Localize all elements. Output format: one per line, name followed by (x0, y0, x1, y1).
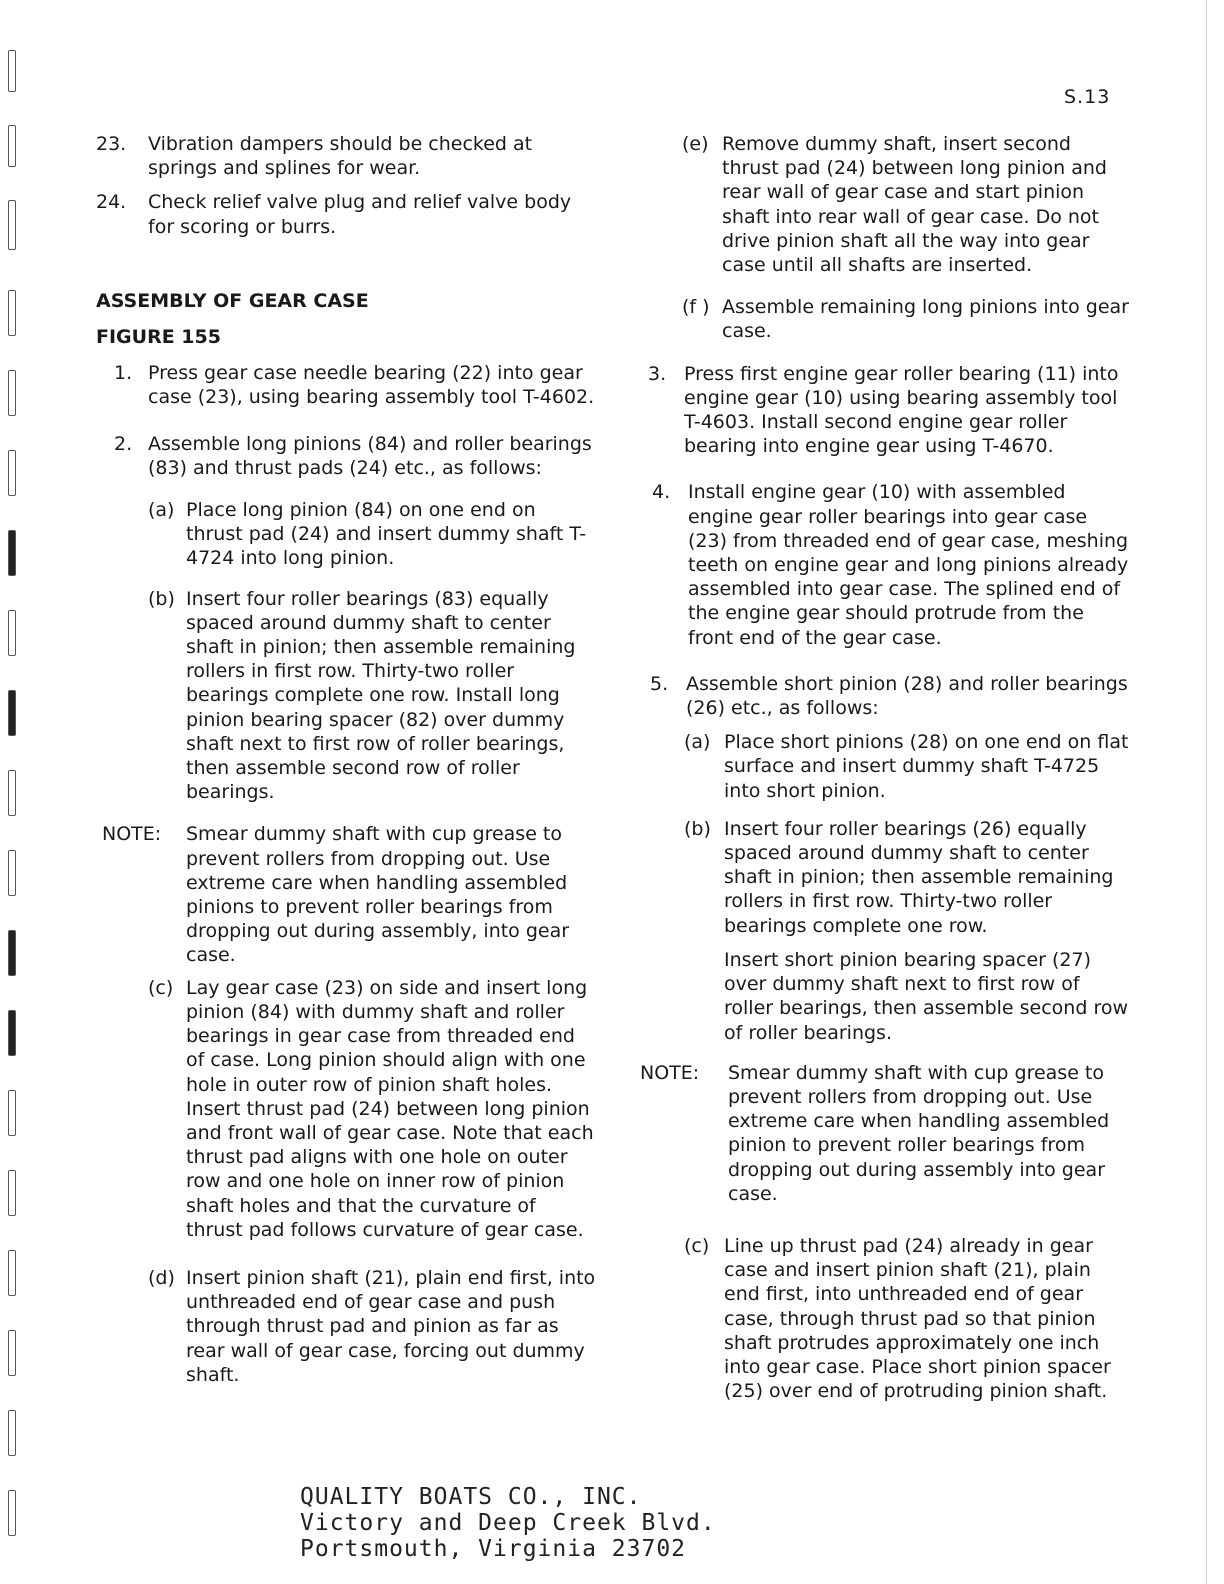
page-number: S.13 (1064, 86, 1111, 108)
list-item (96, 432, 596, 480)
note (96, 822, 596, 967)
binding-mark (8, 370, 16, 416)
sub-item (96, 1266, 596, 1387)
stamp-line: Portsmouth, Virginia 23702 (300, 1536, 687, 1562)
binding-mark (8, 1330, 16, 1376)
item-text: Check relief valve plug and relief valve body for scoring or burrs. (148, 191, 572, 238)
item-text: Press first engine gear roller bearing (11) into engine gear (10) using bearing assembly tool T-4603. Install second engine gear roller bearing into engine gear using T-4670. (684, 362, 1119, 458)
note-text: Smear dummy shaft with cup grease to prevent rollers from dropping out. Use extreme care when handling assembled pinion to prevent roller bearings from dropping out during assembly into gear case. (728, 1061, 1110, 1205)
binding-mark (8, 1170, 16, 1216)
binding-mark (8, 450, 16, 496)
binding-mark (8, 125, 16, 167)
list-item (640, 362, 1130, 459)
note-text: Smear dummy shaft with cup grease to prevent rollers from dropping out. Use extreme care when handling assembled pinions to prevent roller bearings from dropping out during assembly, into gear case. (186, 823, 570, 967)
section-heading: ASSEMBLY OF GEAR CASE (96, 289, 369, 312)
binding-mark (8, 1490, 16, 1536)
sub-item (640, 132, 1130, 277)
sub-item (96, 976, 596, 1242)
item-number: 5. (650, 672, 669, 695)
sub-item (640, 730, 1130, 803)
figure-reference: FIGURE 155 (96, 326, 221, 349)
binding-mark (8, 1090, 16, 1136)
item-number: 23. (96, 133, 127, 155)
item-number: 3. (648, 362, 667, 385)
item-text: Insert four roller bearings (26) equally spaced around dummy shaft to center shaft in pinion; then assemble remaining rollers in first row. Thirty-two roller bearings complete one row. (724, 817, 1114, 937)
binding-mark (8, 690, 16, 736)
stamp-line: QUALITY BOATS CO., INC. (300, 1484, 642, 1510)
dealer-stamp (300, 1484, 716, 1562)
note-label: NOTE: (640, 1061, 700, 1084)
item-text: Place short pinions (28) on one end on flat surface and insert dummy shaft T-4725 into short pinion. (724, 731, 1129, 802)
item-number: 1. (114, 362, 133, 385)
item-text: Install engine gear (10) with assembled engine gear roller bearings into gear case (23) from threaded end of gear case, meshing teeth on engine gear and long pinions already assembled into gear case. The splined end of the engine gear should protrude from the front end of the gear case. (688, 481, 1129, 649)
list-item (640, 672, 1130, 720)
item-number: (b) (684, 817, 711, 840)
binding-mark (8, 770, 16, 816)
stamp-line: Victory and Deep Creek Blvd. (300, 1510, 716, 1536)
item-text: Insert four roller bearings (83) equally spaced around dummy shaft to center shaft in pinion; then assemble remaining rollers in first row. Thirty-two roller bearings complete one row. Install long pinion bearing spacer (82) over dummy shaft next to first row of roller bearings, then assemble second row of roller bearings. (186, 587, 576, 804)
binding-mark (8, 50, 16, 92)
item-text: Assemble long pinions (84) and roller bearings (83) and thrust pads (24) etc., as follows: (148, 432, 592, 479)
item-number: (a) (684, 731, 711, 754)
list-item (640, 480, 1130, 649)
list-item (96, 132, 596, 180)
item-number: (c) (684, 1234, 710, 1257)
item-text: Remove dummy shaft, insert second thrust pad (24) between long pinion and rear wall of gear case and start pinion shaft into rear wall of gear case. Do not drive pinion shaft all the way into gear case until all shafts are inserted. (722, 133, 1107, 277)
item-text: Assemble remaining long pinions into gear case. (722, 296, 1129, 343)
sub-item (640, 295, 1130, 343)
item-number: (c) (148, 976, 174, 999)
sub-item (640, 1234, 1130, 1403)
binding-mark (8, 850, 16, 896)
binding-mark (8, 200, 16, 250)
sub-item (96, 498, 596, 571)
binding-mark (8, 290, 16, 336)
item-number: 2. (114, 432, 133, 455)
list-item (96, 190, 596, 238)
item-number: (a) (148, 499, 175, 522)
binding-mark (8, 1010, 16, 1056)
item-text: Assemble short pinion (28) and roller bearings (26) etc., as follows: (686, 672, 1128, 720)
item-number: 4. (652, 481, 671, 504)
binding-mark (8, 610, 16, 656)
binding-mark (8, 1250, 16, 1296)
item-number: (d) (148, 1266, 175, 1289)
note-label: NOTE: (102, 823, 162, 846)
item-text: Press gear case needle bearing (22) into gear case (23), using bearing assembly tool T-4602. (148, 362, 595, 409)
item-number: 24. (96, 191, 127, 214)
item-text: Place long pinion (84) on one end on thrust pad (24) and insert dummy shaft T-4724 into long pinion. (186, 499, 587, 570)
item-number: (f ) (682, 296, 710, 319)
note (640, 1061, 1130, 1206)
binding-mark (8, 930, 16, 976)
sub-item (96, 587, 596, 805)
item-text: Vibration dampers should be checked at springs and splines for wear. (148, 133, 533, 180)
page-edge (1206, 0, 1207, 1584)
item-text: Line up thrust pad (24) already in gear case and insert pinion shaft (21), plain end first, into unthreaded end of gear case, through thrust pad so that pinion shaft protrudes approximately one inch into gear case. Place short pinion spacer (25) over end of protruding pinion shaft. (724, 1234, 1111, 1403)
paragraph (640, 948, 1130, 1045)
paragraph-text: Insert short pinion bearing spacer (27) over dummy shaft next to first row of roller bearings, then assemble second row of roller bearings. (724, 948, 1129, 1044)
binding-mark (8, 530, 16, 576)
sub-item (640, 817, 1130, 938)
right-column (640, 132, 1130, 1403)
binding-mark (8, 1410, 16, 1456)
item-text: Lay gear case (23) on side and insert long pinion (84) with dummy shaft and roller bearings in gear case from threaded end of case. Long pinion should align with one hole in outer row of pinion shaft holes. Insert thrust pad (24) between long pinion and front wall of gear case. Note that each thrust pad aligns with one hole on outer row and one hole on inner row of pinion shaft holes and that the curvature of thrust pad follows curvature of gear case. (186, 976, 594, 1241)
item-text: Insert pinion shaft (21), plain end first, into unthreaded end of gear case and push through thrust pad and pinion as far as rear wall of gear case, forcing out dummy shaft. (186, 1266, 596, 1386)
item-number: (e) (682, 133, 709, 155)
list-item (96, 361, 596, 409)
left-column (96, 132, 596, 1387)
item-number: (b) (148, 587, 175, 610)
